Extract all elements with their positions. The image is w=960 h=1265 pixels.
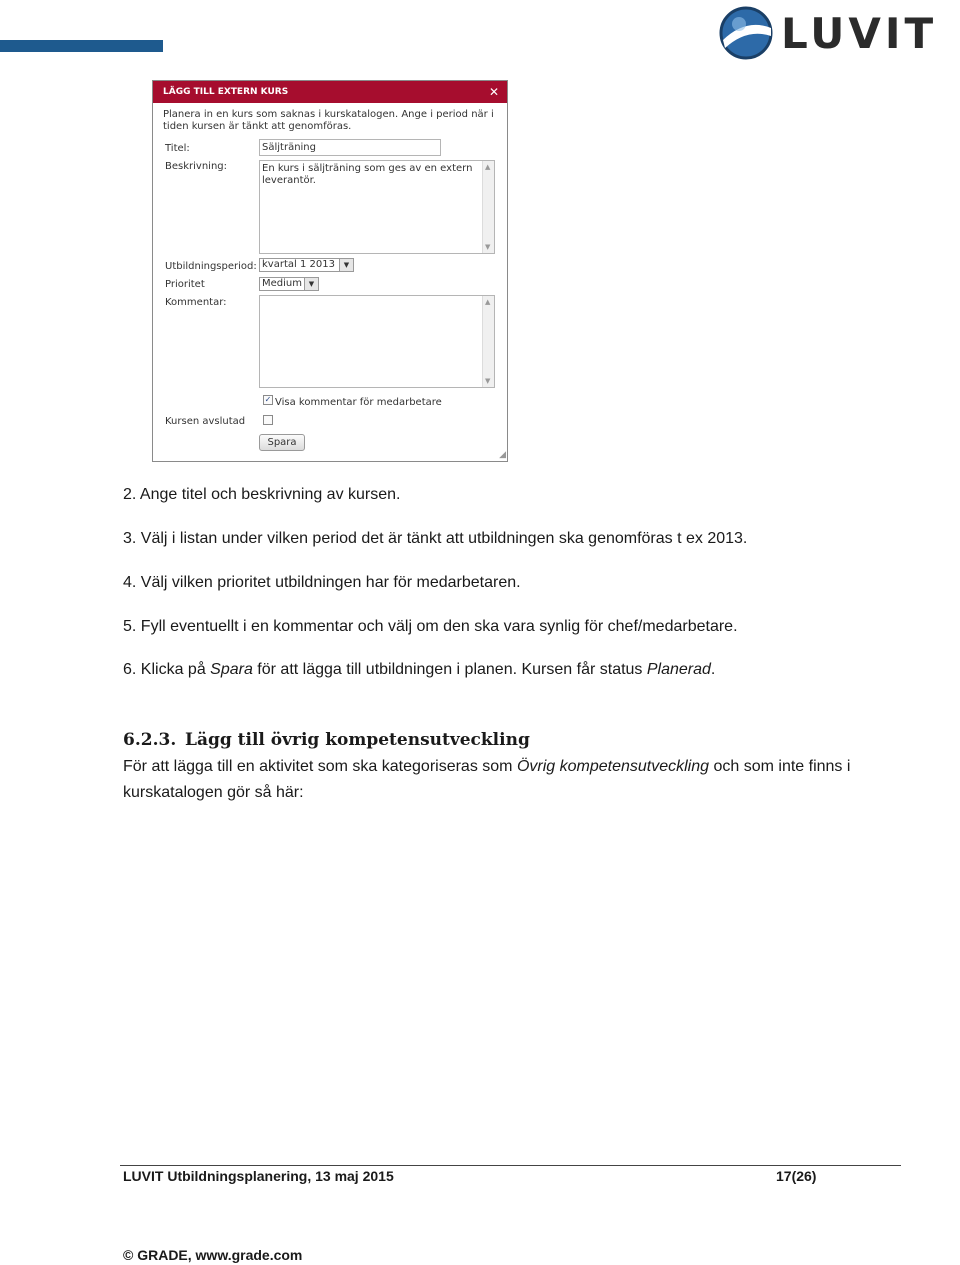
footer-title: LUVIT Utbildningsplanering, 13 maj 2015	[123, 1168, 394, 1184]
section-number: 6.2.3.	[123, 730, 177, 750]
titel-input[interactable]	[259, 139, 441, 156]
step-6	[123, 660, 715, 680]
period-label: Utbildningsperiod:	[165, 261, 257, 272]
dialog-title: LÄGG TILL EXTERN KURS	[163, 87, 289, 97]
scrollbar[interactable]	[482, 161, 494, 253]
kursen-avslutad-checkbox[interactable]	[263, 415, 273, 425]
section-title: Lägg till övrig kompetensutveckling	[185, 730, 530, 750]
period-value: kvartal 1 2013	[262, 259, 335, 270]
chevron-down-icon[interactable]: ▼	[339, 259, 353, 271]
period-select[interactable]	[259, 258, 354, 272]
step-5: 5. Fyll eventuellt i en kommentar och välj om den ska vara synlig för chef/medarbetare.	[123, 618, 738, 635]
scroll-up-icon[interactable]: ▲	[485, 163, 491, 171]
step-4: 4. Välj vilken prioritet utbildningen har för medarbetaren.	[123, 574, 521, 591]
kommentar-textarea[interactable]	[259, 295, 495, 388]
titel-value: Säljträning	[262, 142, 316, 153]
dialog-intro: Planera in en kurs som saknas i kurskatalogen. Ange i period när i tiden kursen är tänkt att genomföras.	[163, 109, 494, 132]
scroll-down-icon[interactable]: ▼	[485, 377, 491, 385]
step-2: 2. Ange titel och beskrivning av kursen.	[123, 486, 401, 503]
resize-handle-icon[interactable]: ◢	[499, 450, 506, 460]
add-external-course-dialog	[152, 80, 508, 462]
step-6-spara: Spara	[210, 661, 253, 678]
chevron-down-icon[interactable]: ▼	[304, 278, 318, 290]
kommentar-label: Kommentar:	[165, 297, 227, 308]
header-accent-bar	[0, 40, 163, 52]
page-number: 17(26)	[776, 1168, 817, 1184]
kursen-avslutad-label: Kursen avslutad	[165, 416, 246, 427]
scrollbar[interactable]	[482, 296, 494, 387]
footer-divider	[120, 1165, 901, 1166]
save-button[interactable]: Spara	[259, 434, 305, 451]
globe-icon	[719, 6, 775, 62]
step-6-planerad: Planerad	[646, 661, 711, 678]
prioritet-value: Medium	[262, 278, 302, 289]
beskrivning-textarea[interactable]	[259, 160, 495, 254]
para-emphasis: Övrig kompetensutveckling	[516, 758, 710, 775]
scroll-up-icon[interactable]: ▲	[485, 298, 491, 306]
step-6-text: för att lägga till utbildningen i planen. Kursen får status	[252, 661, 647, 678]
visa-kommentar-label: Visa kommentar för medarbetare	[275, 397, 442, 408]
beskrivning-value: En kurs i säljträning som ges av en extern leverantör.	[262, 163, 473, 186]
prioritet-select[interactable]	[259, 277, 319, 291]
step-6-text: 6. Klicka på	[123, 661, 211, 678]
dialog-header	[153, 81, 507, 103]
section-paragraph	[123, 754, 913, 806]
visa-kommentar-checkbox[interactable]: ✓	[264, 395, 272, 404]
copyright: © GRADE, www.grade.com	[123, 1247, 303, 1263]
step-6-text: .	[710, 661, 716, 678]
scroll-down-icon[interactable]: ▼	[485, 243, 491, 251]
step-3: 3. Välj i listan under vilken period det är tänkt att utbildningen ska genomföras t ex 2013.	[123, 530, 748, 547]
para-text: och som inte finns i kurskatalogen gör så här:	[123, 758, 851, 801]
section-heading	[123, 729, 530, 751]
titel-label: Titel:	[165, 143, 190, 154]
para-text: För att lägga till en aktivitet som ska kategoriseras som	[123, 758, 517, 775]
luvit-logo	[719, 6, 959, 62]
close-icon[interactable]: ✕	[488, 85, 499, 99]
logo-text: LUVIT	[781, 9, 938, 58]
prioritet-label: Prioritet	[165, 279, 205, 290]
beskrivning-label: Beskrivning:	[165, 161, 227, 172]
